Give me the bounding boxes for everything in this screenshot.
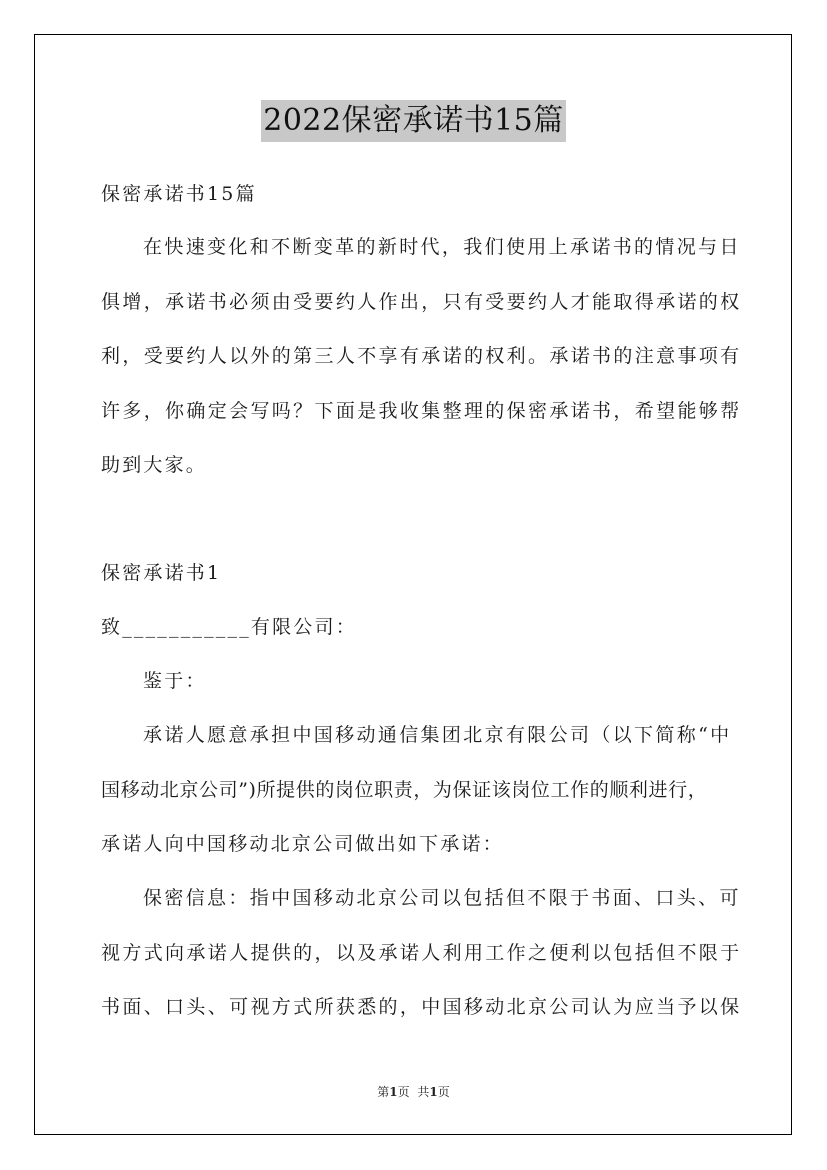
title-container [0,100,827,142]
section-heading: 保密承诺书1 [101,562,222,584]
intro-line: 在快速变化和不断变革的新时代，我们使用上承诺书的情况与日 [143,236,741,258]
paragraph-line: 国移动北京公司”)所提供的岗位职责，为保证该岗位工作的顺利进行， [101,779,708,801]
paragraph-line: 视方式向承诺人提供的，以及承诺人利用工作之便利以包括但不限于 [101,942,742,964]
whereas-label: 鉴于： [143,670,207,692]
paragraph-line: 承诺人愿意承担中国移动通信集团北京有限公司（以下简称“中 [143,724,732,746]
page-footer [0,1083,827,1101]
intro-line: 许多，你确定会写吗？下面是我收集整理的保密承诺书，希望能够帮 [101,400,742,422]
footer-prefix: 第 [377,1085,390,1099]
footer-page-number: 1 [389,1085,398,1099]
footer-total-prefix: 共 [417,1085,430,1099]
intro-line: 俱增，承诺书必须由受要约人作出，只有受要约人才能取得承诺的权 [101,291,742,313]
footer-total-pages: 1 [429,1085,438,1099]
paragraph-line: 承诺人向中国移动北京公司做出如下承诺： [101,833,504,855]
footer-total-suffix: 页 [437,1085,450,1099]
intro-line: 助到大家。 [101,454,208,476]
paragraph-line: 书面、口头、可视方式所获悉的，中国移动北京公司认为应当予以保 [101,996,742,1018]
document-subtitle: 保密承诺书15篇 [101,183,257,205]
intro-line: 利，受要约人以外的第三人不享有承诺的权利。承诺书的注意事项有 [101,345,742,367]
addressee-line: 致___________有限公司： [101,616,357,638]
paragraph-line: 保密信息：指中国移动北京公司以包括但不限于书面、口头、可 [143,887,741,909]
document-title: 2022保密承诺书15篇 [261,100,566,142]
footer-page-suffix: 页 [397,1085,410,1099]
